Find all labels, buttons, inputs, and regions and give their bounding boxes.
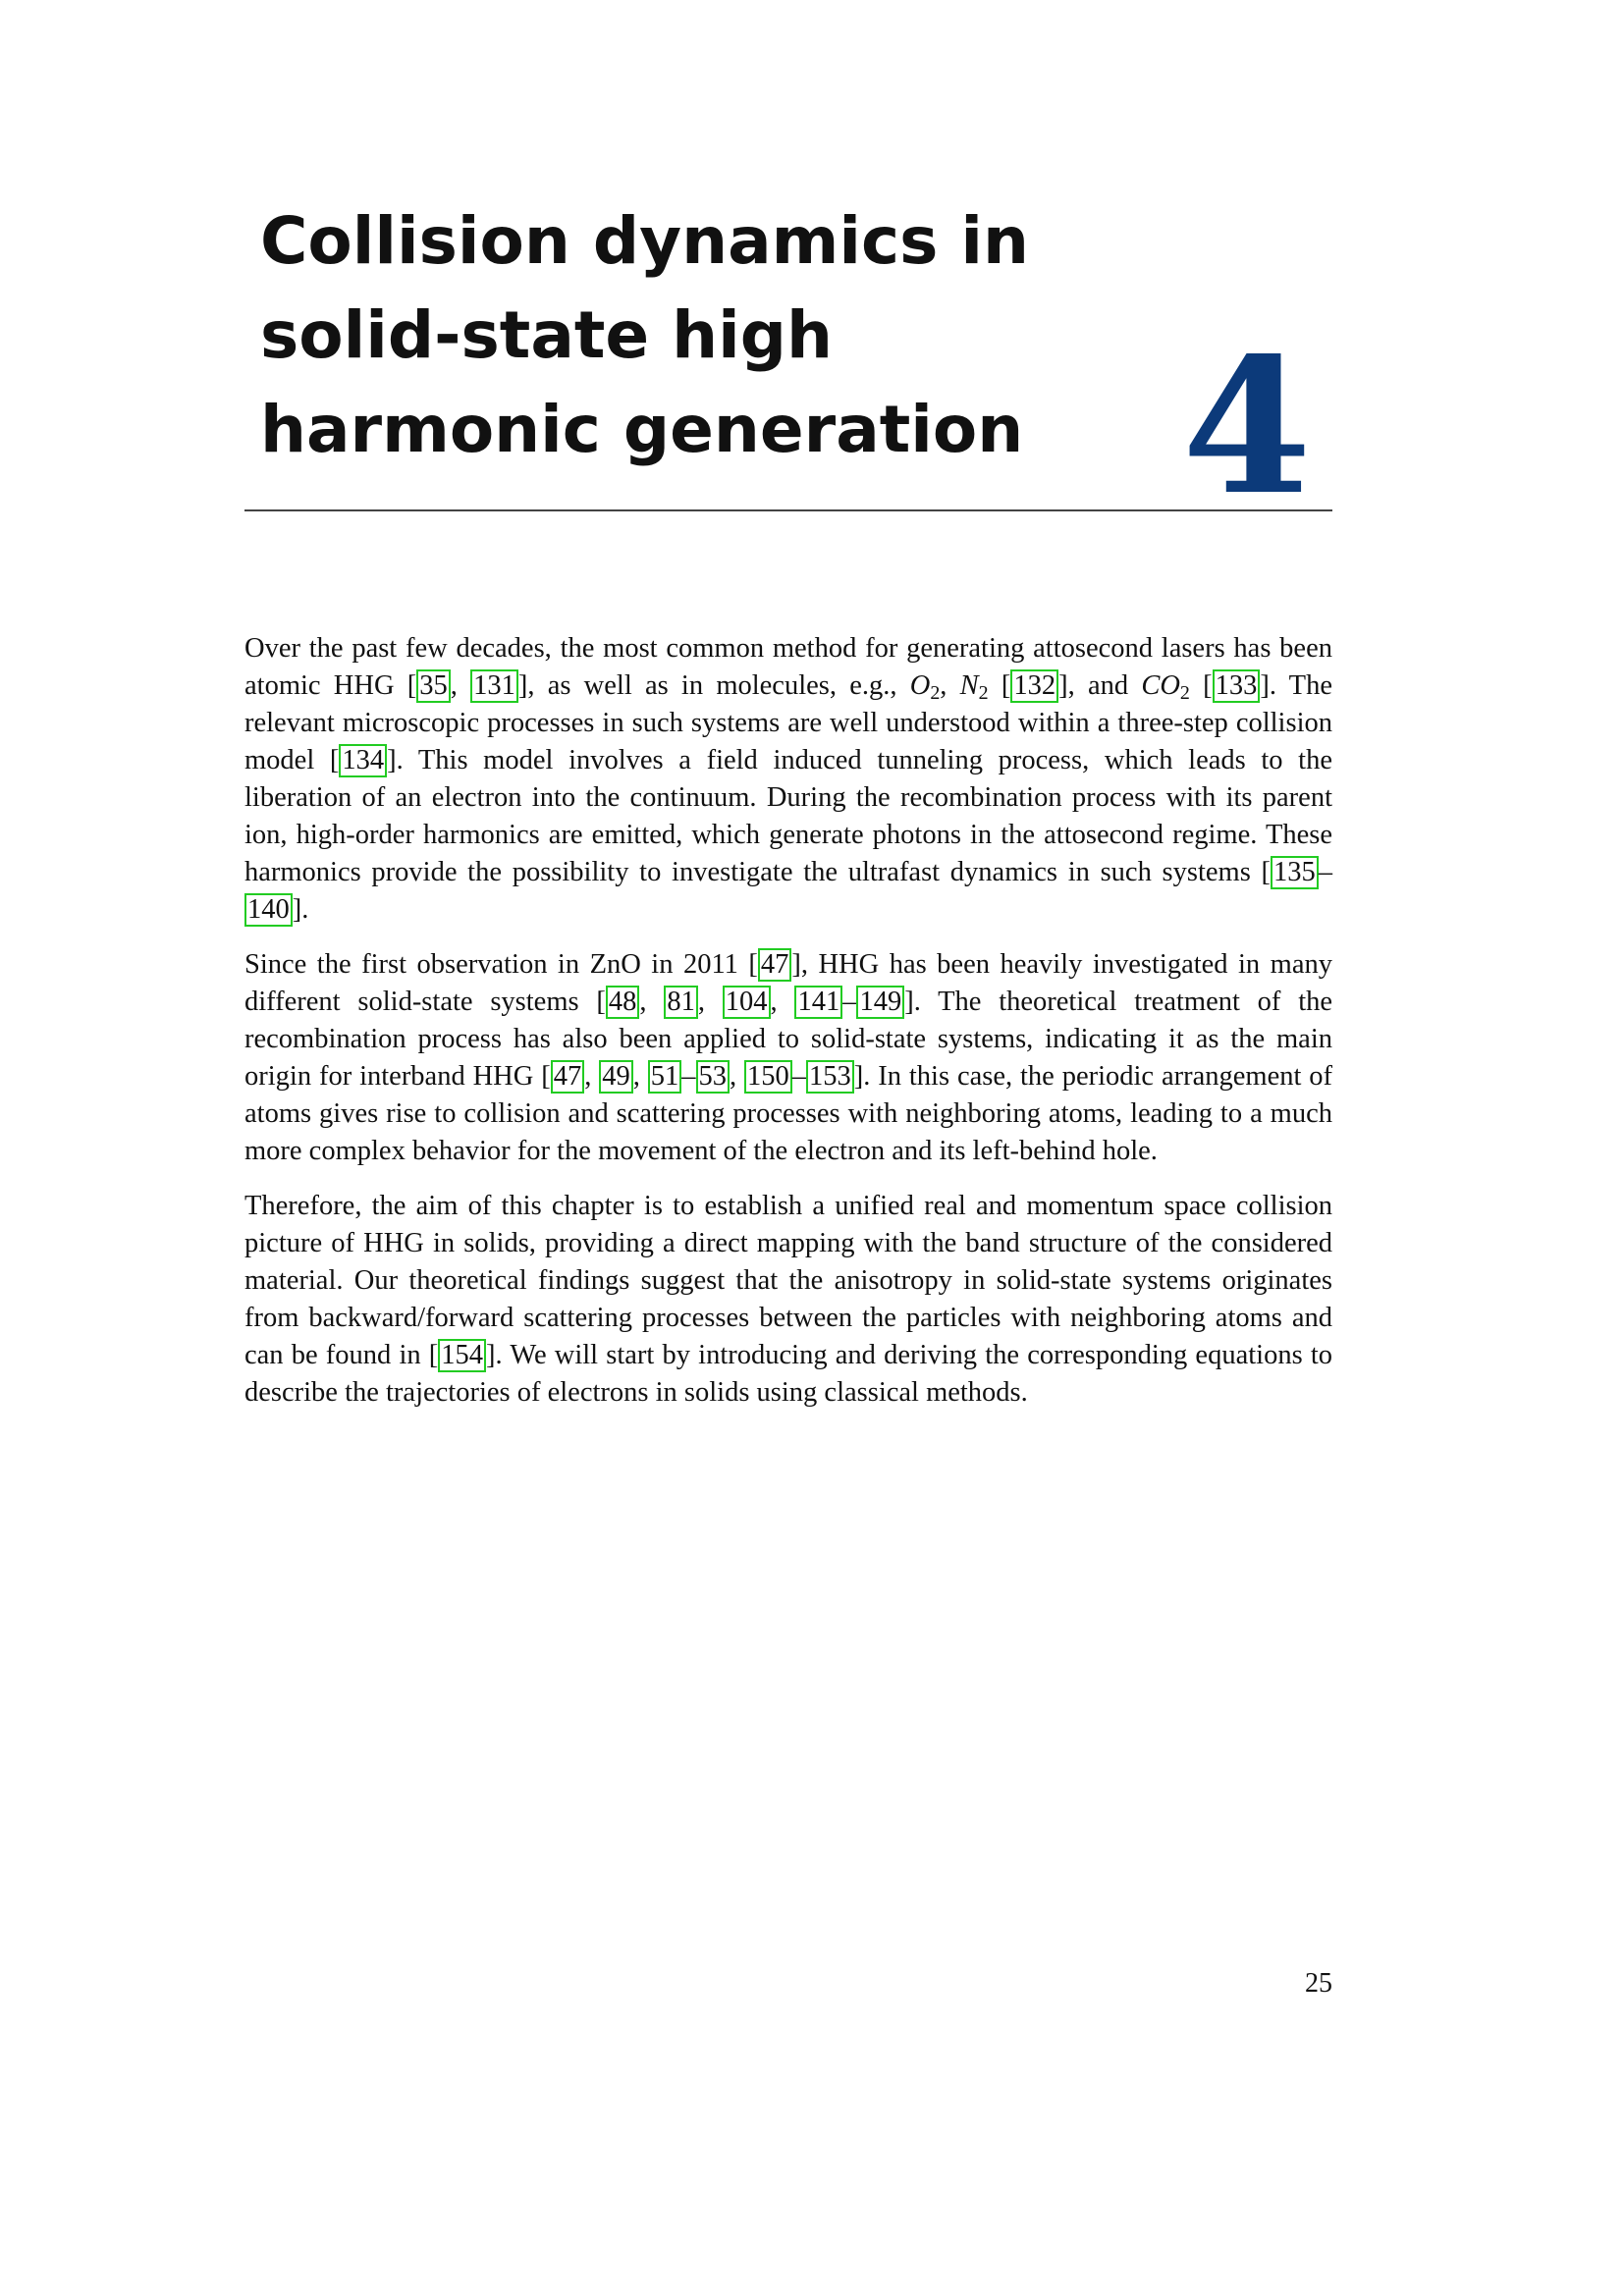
title-rule [244,509,1332,511]
chapter-title: Collision dynamics in solid-state high harmonic generation [260,203,1030,467]
text-run: ], and [1058,670,1142,701]
formula-symbol: N [959,670,979,701]
citation-link[interactable]: 141 [794,986,842,1019]
citation-link[interactable]: 35 [416,669,451,703]
citation-link[interactable]: 104 [723,986,771,1019]
text-run: , [697,987,723,1017]
text-run: ]. The theoretical treatment of the recombination process has also been applied to solid-state systems, indicating it as the main origin for interband HHG [ [244,987,1333,1092]
citation-link[interactable]: 81 [664,986,698,1019]
text-run: – [1318,857,1332,887]
text-run: [ [988,670,1011,701]
text-run: ]. In this case, the periodic arrangement of atoms gives rise to collision and scattering processes with neighboring atoms, leading to a much more complex behavior for the movement of the electron and its left-behind hole. [244,1061,1333,1166]
text-run: , [450,670,471,701]
page-number: 25 [1305,1968,1332,1999]
text-run: , [639,987,665,1017]
citation-link[interactable]: 150 [744,1060,792,1094]
text-run: – [791,1061,807,1092]
citation-link[interactable]: 154 [438,1339,486,1372]
text-run: ], as well as in molecules, e.g., [517,670,910,701]
citation-link[interactable]: 153 [806,1060,854,1094]
subscript: 2 [930,681,941,704]
text-run: , [770,987,795,1017]
citation-link[interactable]: 47 [758,948,792,982]
text-run: , [632,1061,648,1092]
chapter-number: 4 [1181,317,1312,536]
text-run: Therefore, the aim of this chapter is to establish a unified real and momentum space collision picture of HHG in solids, providing a direct mapping with the band structure of the considered material. Our theoretical findings suggest that the anisotropy in solid-state systems originates from backward/forward scattering processes between the particles with neighboring atoms and can be found in [ [244,1191,1332,1370]
formula-symbol: O [909,670,931,701]
citation-link[interactable]: 49 [599,1060,633,1094]
subscript: 2 [978,681,989,704]
text-run: – [681,1061,696,1092]
text-run: , [940,670,960,701]
citation-link[interactable]: 47 [551,1060,585,1094]
formula-symbol: CO [1141,670,1180,701]
text-run: , [584,1061,600,1092]
text-run: , [730,1061,745,1092]
text-run: [ [1189,670,1213,701]
citation-link[interactable]: 135 [1271,856,1319,889]
subscript: 2 [1179,681,1190,704]
citation-link[interactable]: 51 [648,1060,682,1094]
citation-link[interactable]: 134 [339,744,387,777]
citation-link[interactable]: 140 [244,893,293,927]
text-run: ]. The relevant microscopic processes in such systems are well understood within a three-step collision model [ [244,670,1332,775]
paragraph-2 [244,946,1332,1170]
text-run: ], HHG has been heavily investigated in many different solid-state systems [ [244,949,1332,1017]
citation-link[interactable]: 132 [1010,669,1058,703]
text-run: Over the past few decades, the most common method for generating attosecond lasers has been atomic HHG [ [244,633,1332,701]
body-text [244,630,1332,1429]
text-run: ]. We will start by introducing and deriving the corresponding equations to describe the trajectories of electrons in solids using classical methods. [244,1340,1332,1408]
citation-link[interactable]: 48 [606,986,640,1019]
citation-link[interactable]: 133 [1213,669,1261,703]
text-run: Since the first observation in ZnO in 2011 [ [244,949,758,980]
paragraph-3 [244,1188,1332,1412]
text-run: ]. This model involves a field induced tunneling process, which leads to the liberation of an electron into the continuum. During the recombination process with its parent ion, high-order harmonics are emitted, which generate photons in the attosecond regime. These harmonics provide the possibility to investigate the ultrafast dynamics in such systems [ [244,745,1332,887]
text-run: ]. [292,894,309,925]
paragraph-1 [244,630,1332,929]
citation-link[interactable]: 131 [470,669,518,703]
citation-link[interactable]: 149 [856,986,904,1019]
citation-link[interactable]: 53 [696,1060,731,1094]
text-run: – [842,987,857,1017]
